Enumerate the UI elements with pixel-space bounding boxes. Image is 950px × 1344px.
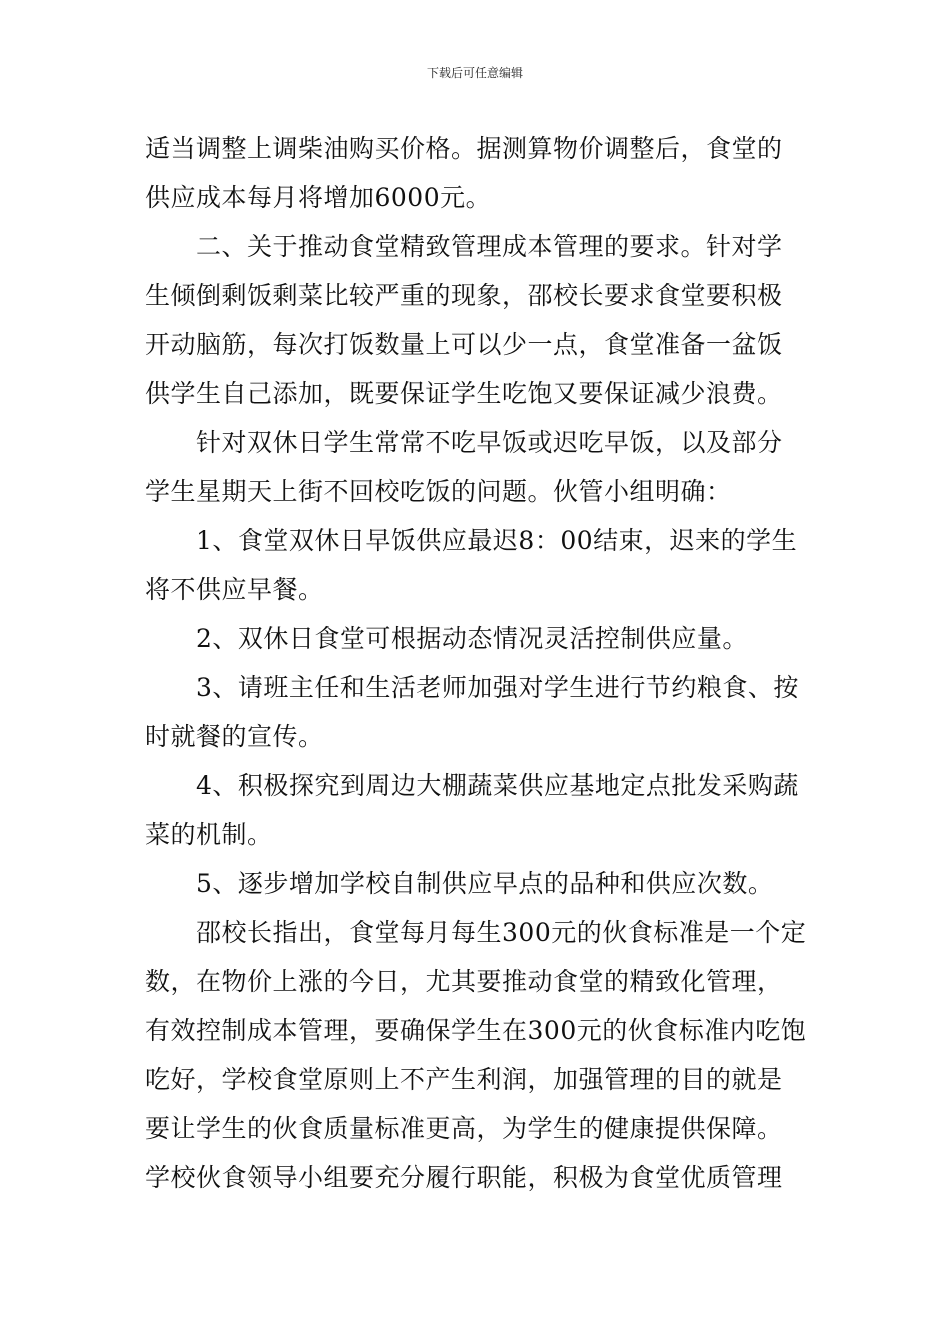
text-line: 5、逐步增加学校自制供应早点的品种和供应次数。: [196, 869, 774, 898]
text-line: 数，在物价上涨的今日，尤其要推动食堂的精致化管理，: [145, 967, 783, 996]
text-line: 供学生自己添加，既要保证学生吃饱又要保证减少浪费。: [145, 379, 783, 408]
text-line: 针对双休日学生常常不吃早饭或迟吃早饭，以及部分: [196, 428, 783, 457]
text-line: 二、关于推动食堂精致管理成本管理的要求。针对学: [196, 232, 783, 261]
page-header: 下载后可任意编辑: [426, 66, 523, 80]
text-line: 学校伙食领导小组要充分履行职能，积极为食堂优质管理: [145, 1163, 783, 1192]
text-line: 吃好，学校食堂原则上不产生利润，加强管理的目的就是: [145, 1065, 783, 1094]
text-line: 开动脑筋，每次打饭数量上可以少一点，食堂准备一盆饭: [145, 330, 783, 359]
text-line: 3、请班主任和生活老师加强对学生进行节约粮食、按: [196, 673, 799, 702]
text-line: 时就餐的宣传。: [145, 722, 324, 751]
text-line: 4、积极探究到周边大棚蔬菜供应基地定点批发采购蔬: [196, 771, 799, 800]
text-line: 适当调整上调柴油购买价格。据测算物价调整后，食堂的: [145, 134, 783, 163]
text-line: 学生星期天上街不回校吃饭的问题。伙管小组明确：: [145, 477, 732, 506]
text-line: 菜的机制。: [145, 820, 273, 849]
text-line: 有效控制成本管理，要确保学生在300元的伙食标准内吃饱: [145, 1016, 807, 1045]
text-line: 要让学生的伙食质量标准更高，为学生的健康提供保障。: [145, 1114, 783, 1143]
text-line: 1、食堂双休日早饭供应最迟8：00结束，迟来的学生: [196, 526, 798, 555]
text-line: 2、双休日食堂可根据动态情况灵活控制供应量。: [196, 624, 748, 653]
document-body: [145, 124, 807, 1202]
text-line: 邵校长指出，食堂每月每生300元的伙食标准是一个定: [196, 918, 807, 947]
text-line: 将不供应早餐。: [145, 575, 324, 604]
text-line: 生倾倒剩饭剩菜比较严重的现象，邵校长要求食堂要积极: [145, 281, 783, 310]
text-line: 供应成本每月将增加6000元。: [145, 183, 492, 212]
